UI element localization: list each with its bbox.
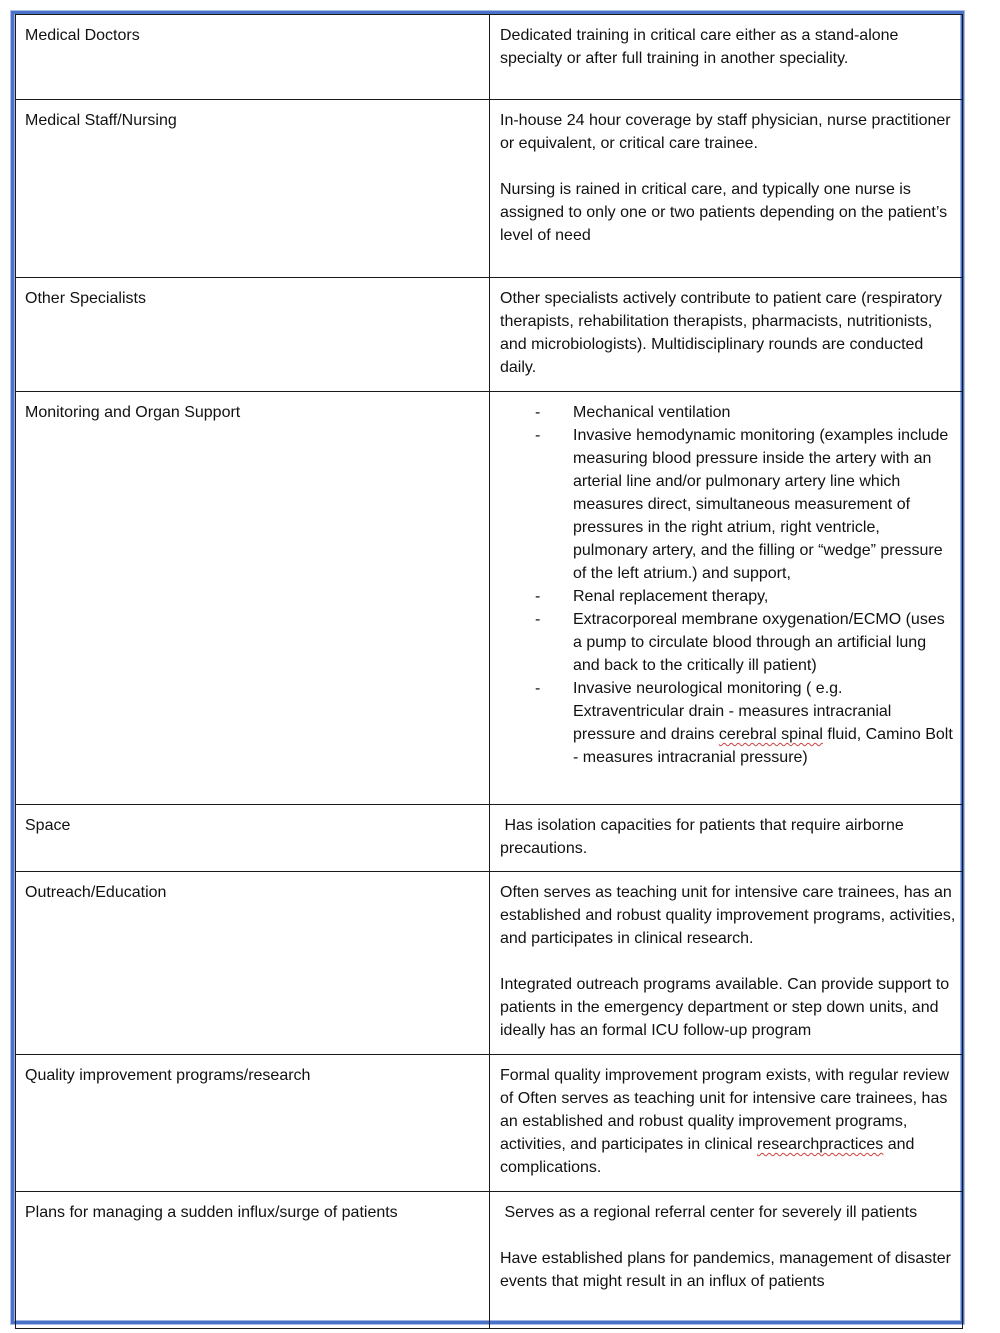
table-row bbox=[16, 805, 963, 872]
list-item bbox=[500, 401, 956, 424]
row-label: Quality improvement programs/research bbox=[16, 1055, 490, 1192]
list-item-text: Renal replacement therapy, bbox=[573, 588, 769, 605]
list-item-text: Invasive neurological monitoring ( e.g. Extraventricular drain - measures intracranial pressure and drains bbox=[573, 680, 892, 743]
description-paragraph: Serves as a regional referral center for severely ill patients bbox=[500, 1204, 918, 1221]
row-label: Monitoring and Organ Support bbox=[16, 392, 490, 805]
table-row bbox=[16, 872, 963, 1055]
organ-support-list bbox=[500, 401, 956, 769]
row-description bbox=[490, 1055, 963, 1192]
list-item bbox=[500, 608, 956, 677]
row-label: Space bbox=[16, 805, 490, 872]
description-paragraph bbox=[500, 1064, 956, 1179]
row-label: Outreach/Education bbox=[16, 872, 490, 1055]
row-label: Medical Staff/Nursing bbox=[16, 100, 490, 278]
list-item bbox=[500, 424, 956, 585]
list-item-text: Extracorporeal membrane oxygenation/ECMO (uses a pump to circulate blood through an artificial lung and back to the critically ill patient) bbox=[573, 611, 945, 674]
table-row bbox=[16, 100, 963, 278]
row-description bbox=[490, 1192, 963, 1329]
spellcheck-underlined-text: researchpractices bbox=[757, 1136, 884, 1153]
dash-bullet: - bbox=[535, 427, 541, 444]
row-description bbox=[490, 805, 963, 872]
row-description bbox=[490, 15, 963, 100]
row-description bbox=[490, 100, 963, 278]
table-row bbox=[16, 1192, 963, 1329]
table-row bbox=[16, 392, 963, 805]
description-paragraph: In-house 24 hour coverage by staff physician, nurse practitioner or equivalent, or critical care trainee. bbox=[500, 112, 951, 152]
list-item-text: Mechanical ventilation bbox=[573, 404, 731, 421]
description-paragraph: Have established plans for pandemics, management of disaster events that might result in an influx of patients bbox=[500, 1250, 951, 1290]
spellcheck-underlined-text: cerebral spinal bbox=[718, 726, 823, 743]
icu-criteria-table bbox=[15, 14, 963, 1329]
description-text: Formal quality improvement program exists, with regular review of Often serves as teaching unit for intensive care trainees, has an established and robust quality improvement programs, activities, and participates in clinical bbox=[500, 1067, 950, 1153]
dash-bullet: - bbox=[535, 680, 541, 697]
description-paragraph: Often serves as teaching unit for intensive care trainees, has an established and robust quality improvement programs, activities, and participates in clinical research. bbox=[500, 884, 956, 947]
description-paragraph: Nursing is rained in critical care, and typically one nurse is assigned to only one or two patients depending on the patient’s level of need bbox=[500, 181, 948, 244]
description-paragraph: Integrated outreach programs available. Can provide support to patients in the emergency department or step down units, and ideally has an formal ICU follow-up program bbox=[500, 976, 950, 1039]
description-text: and complications. bbox=[500, 1136, 915, 1176]
list-item-text: Invasive hemodynamic monitoring (examples include measuring blood pressure inside the artery with an arterial line and/or pulmonary artery line which measures direct, simultaneous measurement of pressures in the right atrium, right ventricle, pulmonary artery, and the filling or “wedge” pressure of the left atrium.) and support, bbox=[573, 427, 949, 582]
description-paragraph: Dedicated training in critical care either as a stand-alone specialty or after full training in another speciality. bbox=[500, 27, 899, 67]
list-item bbox=[500, 585, 956, 608]
description-paragraph: Has isolation capacities for patients that require airborne precautions. bbox=[500, 817, 909, 857]
description-paragraph: Other specialists actively contribute to patient care (respiratory therapists, rehabilitation therapists, pharmacists, nutritionists, and microbiologists). Multidisciplinary rounds are conducted daily. bbox=[500, 290, 942, 376]
table-row bbox=[16, 278, 963, 392]
table-row bbox=[16, 1055, 963, 1192]
list-item-text: fluid, Camino Bolt - measures intracranial pressure) bbox=[573, 726, 953, 766]
list-item bbox=[500, 677, 956, 769]
dash-bullet: - bbox=[535, 611, 541, 628]
dash-bullet: - bbox=[535, 404, 541, 421]
row-description bbox=[490, 278, 963, 392]
row-label: Other Specialists bbox=[16, 278, 490, 392]
row-description bbox=[490, 392, 963, 805]
table-row bbox=[16, 15, 963, 100]
row-description bbox=[490, 872, 963, 1055]
row-label: Plans for managing a sudden influx/surge of patients bbox=[16, 1192, 490, 1329]
dash-bullet: - bbox=[535, 588, 541, 605]
row-label: Medical Doctors bbox=[16, 15, 490, 100]
